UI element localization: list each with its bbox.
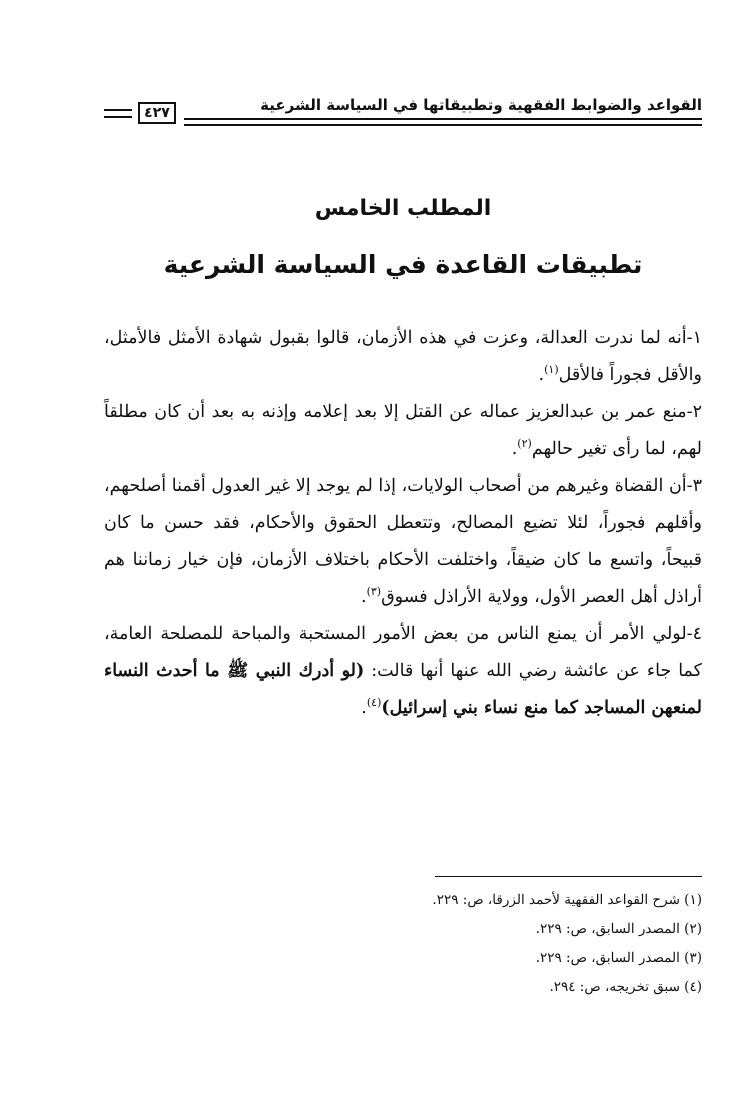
paragraph-2-end: . bbox=[511, 439, 518, 459]
page-number: ٤٢٧ bbox=[138, 102, 176, 124]
header-rule-left-top bbox=[104, 109, 132, 111]
paragraph-1-text: ١-أنه لما ندرت العدالة، وعزت في هذه الأزمان، قالوا بقبول شهادة الأمثل فالأمثل، والأقل فجوراً فالأقل bbox=[104, 328, 702, 385]
footnote-ref-2: (٢) bbox=[517, 437, 532, 451]
paragraph-2 bbox=[104, 394, 702, 468]
paragraph-3-text: ٣-أن القضاة وغيرهم من أصحاب الولايات، إذا لم يوجد إلا غير العدول أقمنا أصلحهم، وأقلهم فجوراً، لئلا تضيع المصالح، وتتعطل الحقوق والأحكام، فقد حسن ما كان قبيحاً، واتسع ما كان ضيقاً، واختلفت الأحكام باختلاف الأزمان، فإن خيار زماننا هم أراذل أهل العصر الأول، وولاية الأراذل فسوق bbox=[104, 476, 702, 607]
footnote-1: (١) شرح القواعد الفقهية لأحمد الزرقا، ص: ٢٢٩. bbox=[432, 892, 702, 908]
header-rule-top bbox=[184, 118, 702, 120]
section-subtitle: تطبيقات القاعدة في السياسة الشرعية bbox=[163, 250, 643, 279]
header-rule-left-bottom bbox=[104, 116, 132, 118]
footnote-3: (٣) المصدر السابق، ص: ٢٢٩. bbox=[535, 950, 702, 966]
paragraph-4 bbox=[104, 616, 702, 727]
paragraph-2-text: ٢-منع عمر بن عبدالعزيز عماله عن القتل إلا بعد إعلامه وإذنه به بعد أن كان مطلقاً لهم، لما رأى تغير حالهم bbox=[104, 402, 702, 459]
footnotes bbox=[104, 886, 702, 1002]
paragraph-4-text: ٤-لولي الأمر أن يمنع الناس من بعض الأمور المستحبة والمباحة للمصلحة العامة، كما جاء عن عائشة رضي الله عنها أنها قالت: bbox=[104, 624, 702, 681]
footnote-2: (٢) المصدر السابق، ص: ٢٢٩. bbox=[535, 921, 702, 937]
page-header bbox=[104, 96, 702, 130]
footnote-ref-4: (٤) bbox=[366, 696, 382, 710]
running-title: القواعد والضوابط الفقهية وتطبيقاتها في السياسة الشرعية bbox=[260, 96, 702, 114]
paragraph-1 bbox=[104, 320, 702, 394]
paragraph-3-end: . bbox=[360, 587, 367, 607]
body-text bbox=[104, 320, 702, 727]
hadith-quote: (لو أدرك النبي ﷺ ما أحدث النساء لمنعهن المساجد كما منع نساء بني إسرائيل) bbox=[104, 661, 702, 718]
paragraph-1-end: . bbox=[538, 365, 545, 385]
header-rule-bottom bbox=[184, 124, 702, 126]
section-title: المطلب الخامس bbox=[314, 196, 492, 221]
paragraph-4-end: . bbox=[361, 698, 367, 718]
footnote-4: (٤) سبق تخريجه، ص: ٢٩٤. bbox=[549, 979, 702, 995]
footnote-ref-1: (١) bbox=[544, 363, 559, 377]
paragraph-3 bbox=[104, 468, 702, 616]
footnote-divider bbox=[435, 876, 702, 877]
footnote-ref-3: (٣) bbox=[366, 585, 382, 599]
